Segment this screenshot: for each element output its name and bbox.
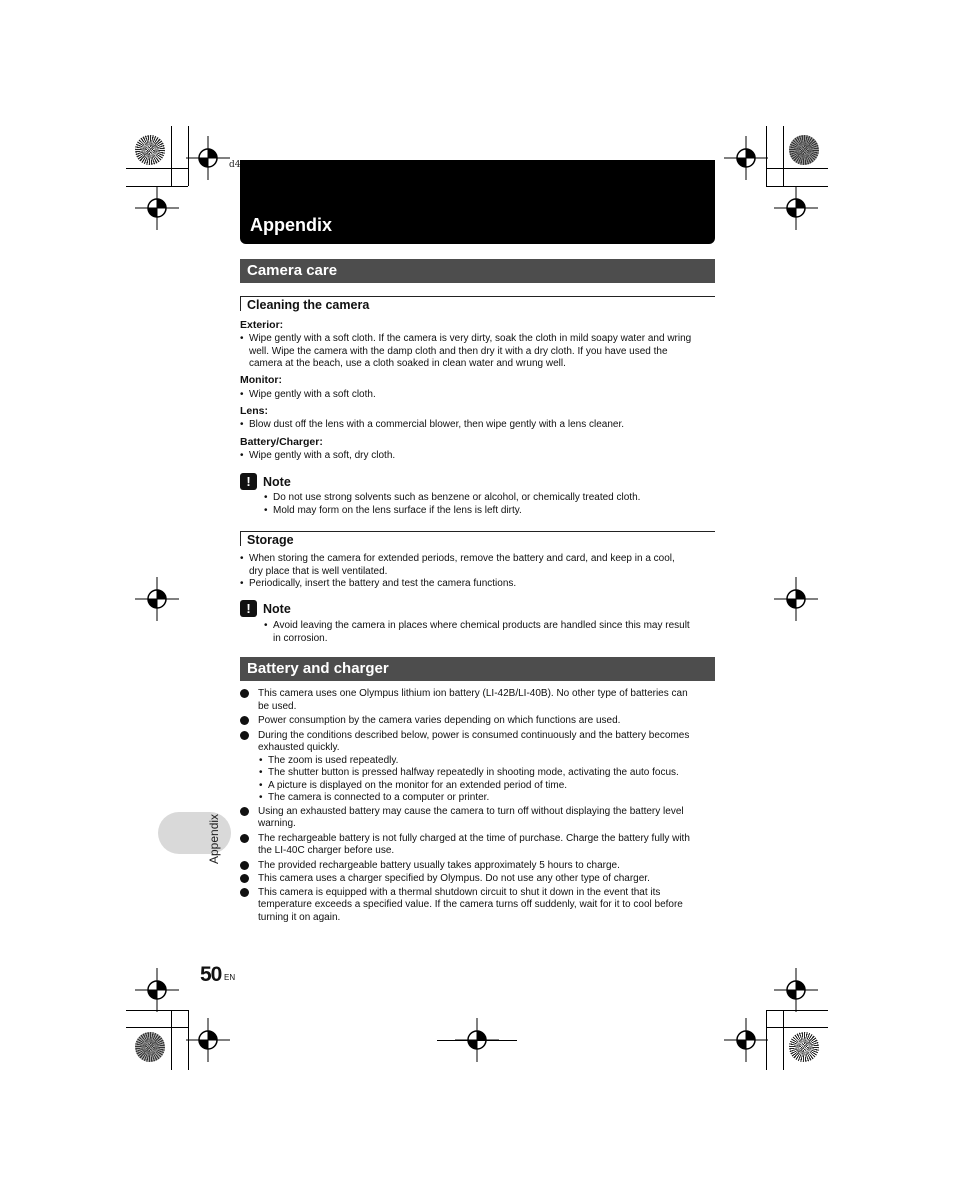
registration-target-icon (186, 1018, 230, 1062)
subsection-title: Storage (247, 533, 294, 547)
note-list: • Avoid leaving the camera in places where chemical products are handled since this may result in corrosion. (264, 620, 690, 644)
star-target-icon (135, 1032, 165, 1062)
list-item: This camera uses one Olympus lithium ion battery (LI-42B/LI-40B). No other type of batteries can be used. (258, 688, 716, 713)
chapter-title-band (240, 160, 715, 244)
print-slug: d4 (229, 160, 241, 170)
registration-target-icon (774, 186, 818, 230)
bullet-dot (240, 731, 249, 740)
star-target-icon (789, 135, 819, 165)
list-item: Using an exhausted battery may cause the camera to turn off without displaying the battery level warning. (258, 806, 716, 831)
bullet-dot (240, 834, 249, 843)
registration-target-icon (135, 968, 179, 1012)
bullet-dot (240, 888, 249, 897)
registration-target-icon (724, 1018, 768, 1062)
bullet-dot (240, 807, 249, 816)
note-label: Note (263, 475, 291, 489)
subsection-title: Cleaning the camera (247, 298, 370, 312)
label-battery-charger: Battery/Charger: (240, 436, 323, 448)
subsection-storage (240, 531, 715, 550)
bullet-dot (240, 861, 249, 870)
bullet-dot (240, 874, 249, 883)
note-list: • Do not use strong solvents such as benzene or alcohol, or chemically treated cloth. • Mold may form on the lens surface if the lens is left dirty. (273, 492, 713, 517)
list-item: The rechargeable battery is not fully charged at the time of purchase. Charge the battery fully with the LI-40C charger before use. (258, 833, 716, 858)
bullet-dot (240, 689, 249, 698)
label-lens: Lens: (240, 405, 269, 417)
side-tab-label: Appendix (207, 813, 221, 864)
warning-note-icon: ! (240, 473, 257, 490)
star-target-icon (135, 135, 165, 165)
bullet-exterior: • Wipe gently with a soft cloth. If the camera is very dirty, soak the cloth in mild soapy water and wring well. Wipe the camera with the damp cloth and then dry it with a dry cloth. If you have used the camera at the beach, use a cloth soaked in clean water and wrung well. (240, 333, 692, 369)
registration-target-icon (135, 577, 179, 621)
label-monitor: Monitor: (240, 374, 282, 386)
bullet-lens: • Blow dust off the lens with a commercial blower, then wipe gently with a lens cleaner. (240, 419, 625, 430)
list-item: The provided rechargeable battery usually takes approximately 5 hours to charge. (258, 860, 716, 873)
section-title: Camera care (247, 262, 338, 279)
registration-target-icon (135, 186, 179, 230)
list-item: This camera uses a charger specified by Olympus. Do not use any other type of charger. (258, 873, 716, 886)
warning-note-icon: ! (240, 600, 257, 617)
list-item: Power consumption by the camera varies depending on which functions are used. (258, 715, 716, 728)
section-battery-charger (240, 657, 715, 681)
page-language: EN (224, 973, 236, 982)
star-target-icon (789, 1032, 819, 1062)
registration-target-icon (774, 577, 818, 621)
label-exterior: Exterior: (240, 319, 284, 331)
battery-list (258, 688, 716, 924)
side-tab-label-wrap (207, 800, 223, 864)
list-item: Mold may form on the lens surface if the lens is left dirty. (273, 504, 522, 516)
section-camera-care (240, 259, 715, 283)
storage-list: • When storing the camera for extended periods, remove the battery and card, and keep in a cool, dry place that is well ventilated. • Periodically, insert the battery and test the camera functions. (240, 553, 675, 589)
bullet-dot (240, 716, 249, 725)
registration-target-icon (186, 136, 230, 180)
section-title: Battery and charger (247, 660, 389, 677)
page-number: 50 (200, 963, 222, 986)
subsection-cleaning (240, 296, 715, 315)
crop-line (437, 1040, 517, 1041)
chapter-title: Appendix (250, 215, 333, 235)
list-item: Do not use strong solvents such as benzene or alcohol, or chemically treated cloth. (273, 492, 641, 503)
bullet-battery-charger: • Wipe gently with a soft, dry cloth. (240, 450, 396, 461)
bullet-monitor: • Wipe gently with a soft cloth. (240, 389, 376, 400)
list-item: This camera is equipped with a thermal shutdown circuit to shut it down in the event that its temperature exceeds a specified value. If the camera turns off suddenly, wait for it to cool before turning it on again. (258, 887, 716, 925)
registration-target-icon (724, 136, 768, 180)
note-label: Note (263, 602, 291, 616)
registration-target-icon (774, 968, 818, 1012)
list-item: During the conditions described below, power is consumed continuously and the battery becomes exhausted quickly. • The zoom is used repeatedly. • The shutter button is pressed halfway repeatedly in shooting mode, activating the auto focus. • A picture is displayed on the monitor for an extended period of time. • The camera is connected to a computer or printer. (258, 730, 716, 805)
